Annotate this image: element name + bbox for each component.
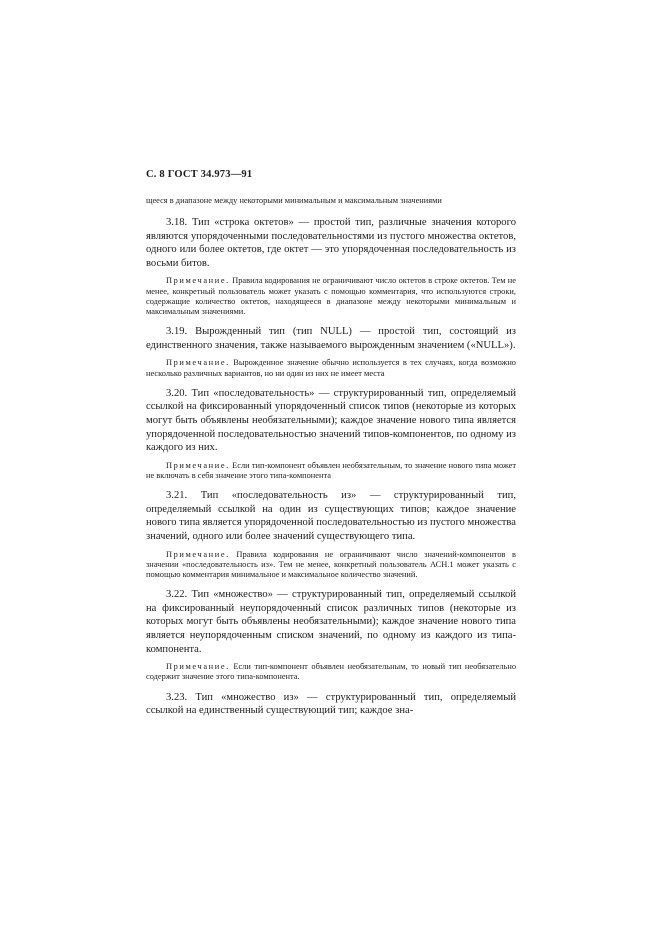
- section-number: 3.23.: [166, 691, 188, 703]
- note-text: Если тип-компонент объявлен необязательным, то новый тип необязательно содержит значение этого типа-компонента.: [146, 662, 517, 682]
- note-3-22: [146, 662, 516, 682]
- section-number: 3.22.: [166, 589, 188, 601]
- section-3-20: [146, 387, 516, 455]
- section-text: Вырожденный тип (тип NULL) — простой тип, состоящий из единственного значения, также называемого вырожденным значением («NULL»).: [146, 326, 516, 351]
- note-lead: Примечание.: [166, 276, 230, 286]
- note-3-19: [146, 358, 516, 378]
- note-text: Вырожденное значение обычно используется в тех случаях, когда возможно несколько различных вариантов, но ни один из них не имеет места: [146, 358, 516, 378]
- note-3-21: [146, 550, 516, 581]
- note-text: Если тип-компонент объявлен необязательным, то значение нового типа может не включать в себя значение этого типа-компонента: [146, 460, 517, 480]
- section-number: 3.21.: [166, 490, 188, 502]
- note-lead: Примечание.: [166, 358, 230, 368]
- page-header: С. 8 ГОСТ 34.973—91: [146, 169, 253, 180]
- section-3-19: [146, 325, 516, 352]
- note-text: Правила кодирования не ограничивают число значений-компонентов в значении «последовательность из». Тем не менее, конкретный пользователь АСН.1 может указать с помощью комментария минимальное и максимальное количество значений.: [146, 549, 517, 579]
- section-text: Тип «строка октетов» — простой тип, различные значения которого являются упорядоченными последовательностями из пустого множества октетов, одного или более октетов, где октет — это упорядоченная последовательность из восьми битов.: [146, 217, 516, 269]
- section-text: Тип «множество» — структурированный тип, определяемый ссылкой на фиксированный неупорядоченный список различных типов (некоторые из которых могут быть объявлены необязательными); каждое значение нового типа является неупорядоченным списком значений, по одному из каждого из типа-компонента.: [146, 589, 516, 655]
- section-text: Тип «последовательность» — структурированный тип, определяемый ссылкой на фиксированный упорядоченный список типов (некоторые из которых могут быть объявлены необязательными); каждое значение нового типа является упорядоченной последовательностью значений типов-компонентов, по одному из каждого из них.: [146, 387, 517, 454]
- section-3-22: [146, 588, 516, 656]
- continuation-text: щееся в диапазоне между некоторыми минимальным и максимальным значениями: [146, 196, 442, 205]
- note-3-20: [146, 461, 516, 481]
- section-3-23: [146, 691, 516, 718]
- section-3-18: [146, 216, 516, 270]
- section-text: Тип «последовательность из» — структурированный тип, определяемый ссылкой на один из существующих типов; каждое значение нового типа является упорядоченной последовательностью из пустого множества значений, одного или более значений существующего типа.: [146, 490, 516, 542]
- note-lead: Примечание.: [166, 662, 230, 672]
- section-number: 3.18.: [166, 217, 188, 228]
- note-lead: Примечание.: [166, 460, 230, 470]
- note-text: Правила кодирования не ограничивают число октетов в строке октетов. Тем не менее, конкретный пользователь может указать с помощью комментария, что используются строки, содержащие количество октетов, находящееся в диапазоне между некоторыми минимальным и максимальным значениями.: [146, 276, 517, 316]
- note-lead: Примечание.: [166, 549, 230, 559]
- section-number: 3.20.: [166, 387, 188, 399]
- section-number: 3.19.: [166, 326, 188, 338]
- section-3-21: [146, 489, 516, 543]
- document-page: [146, 169, 516, 724]
- note-3-18: [146, 276, 516, 317]
- section-text: Тип «множество из» — структурированный тип, определяемый ссылкой на единственный существующий тип; каждое зна-: [146, 691, 516, 717]
